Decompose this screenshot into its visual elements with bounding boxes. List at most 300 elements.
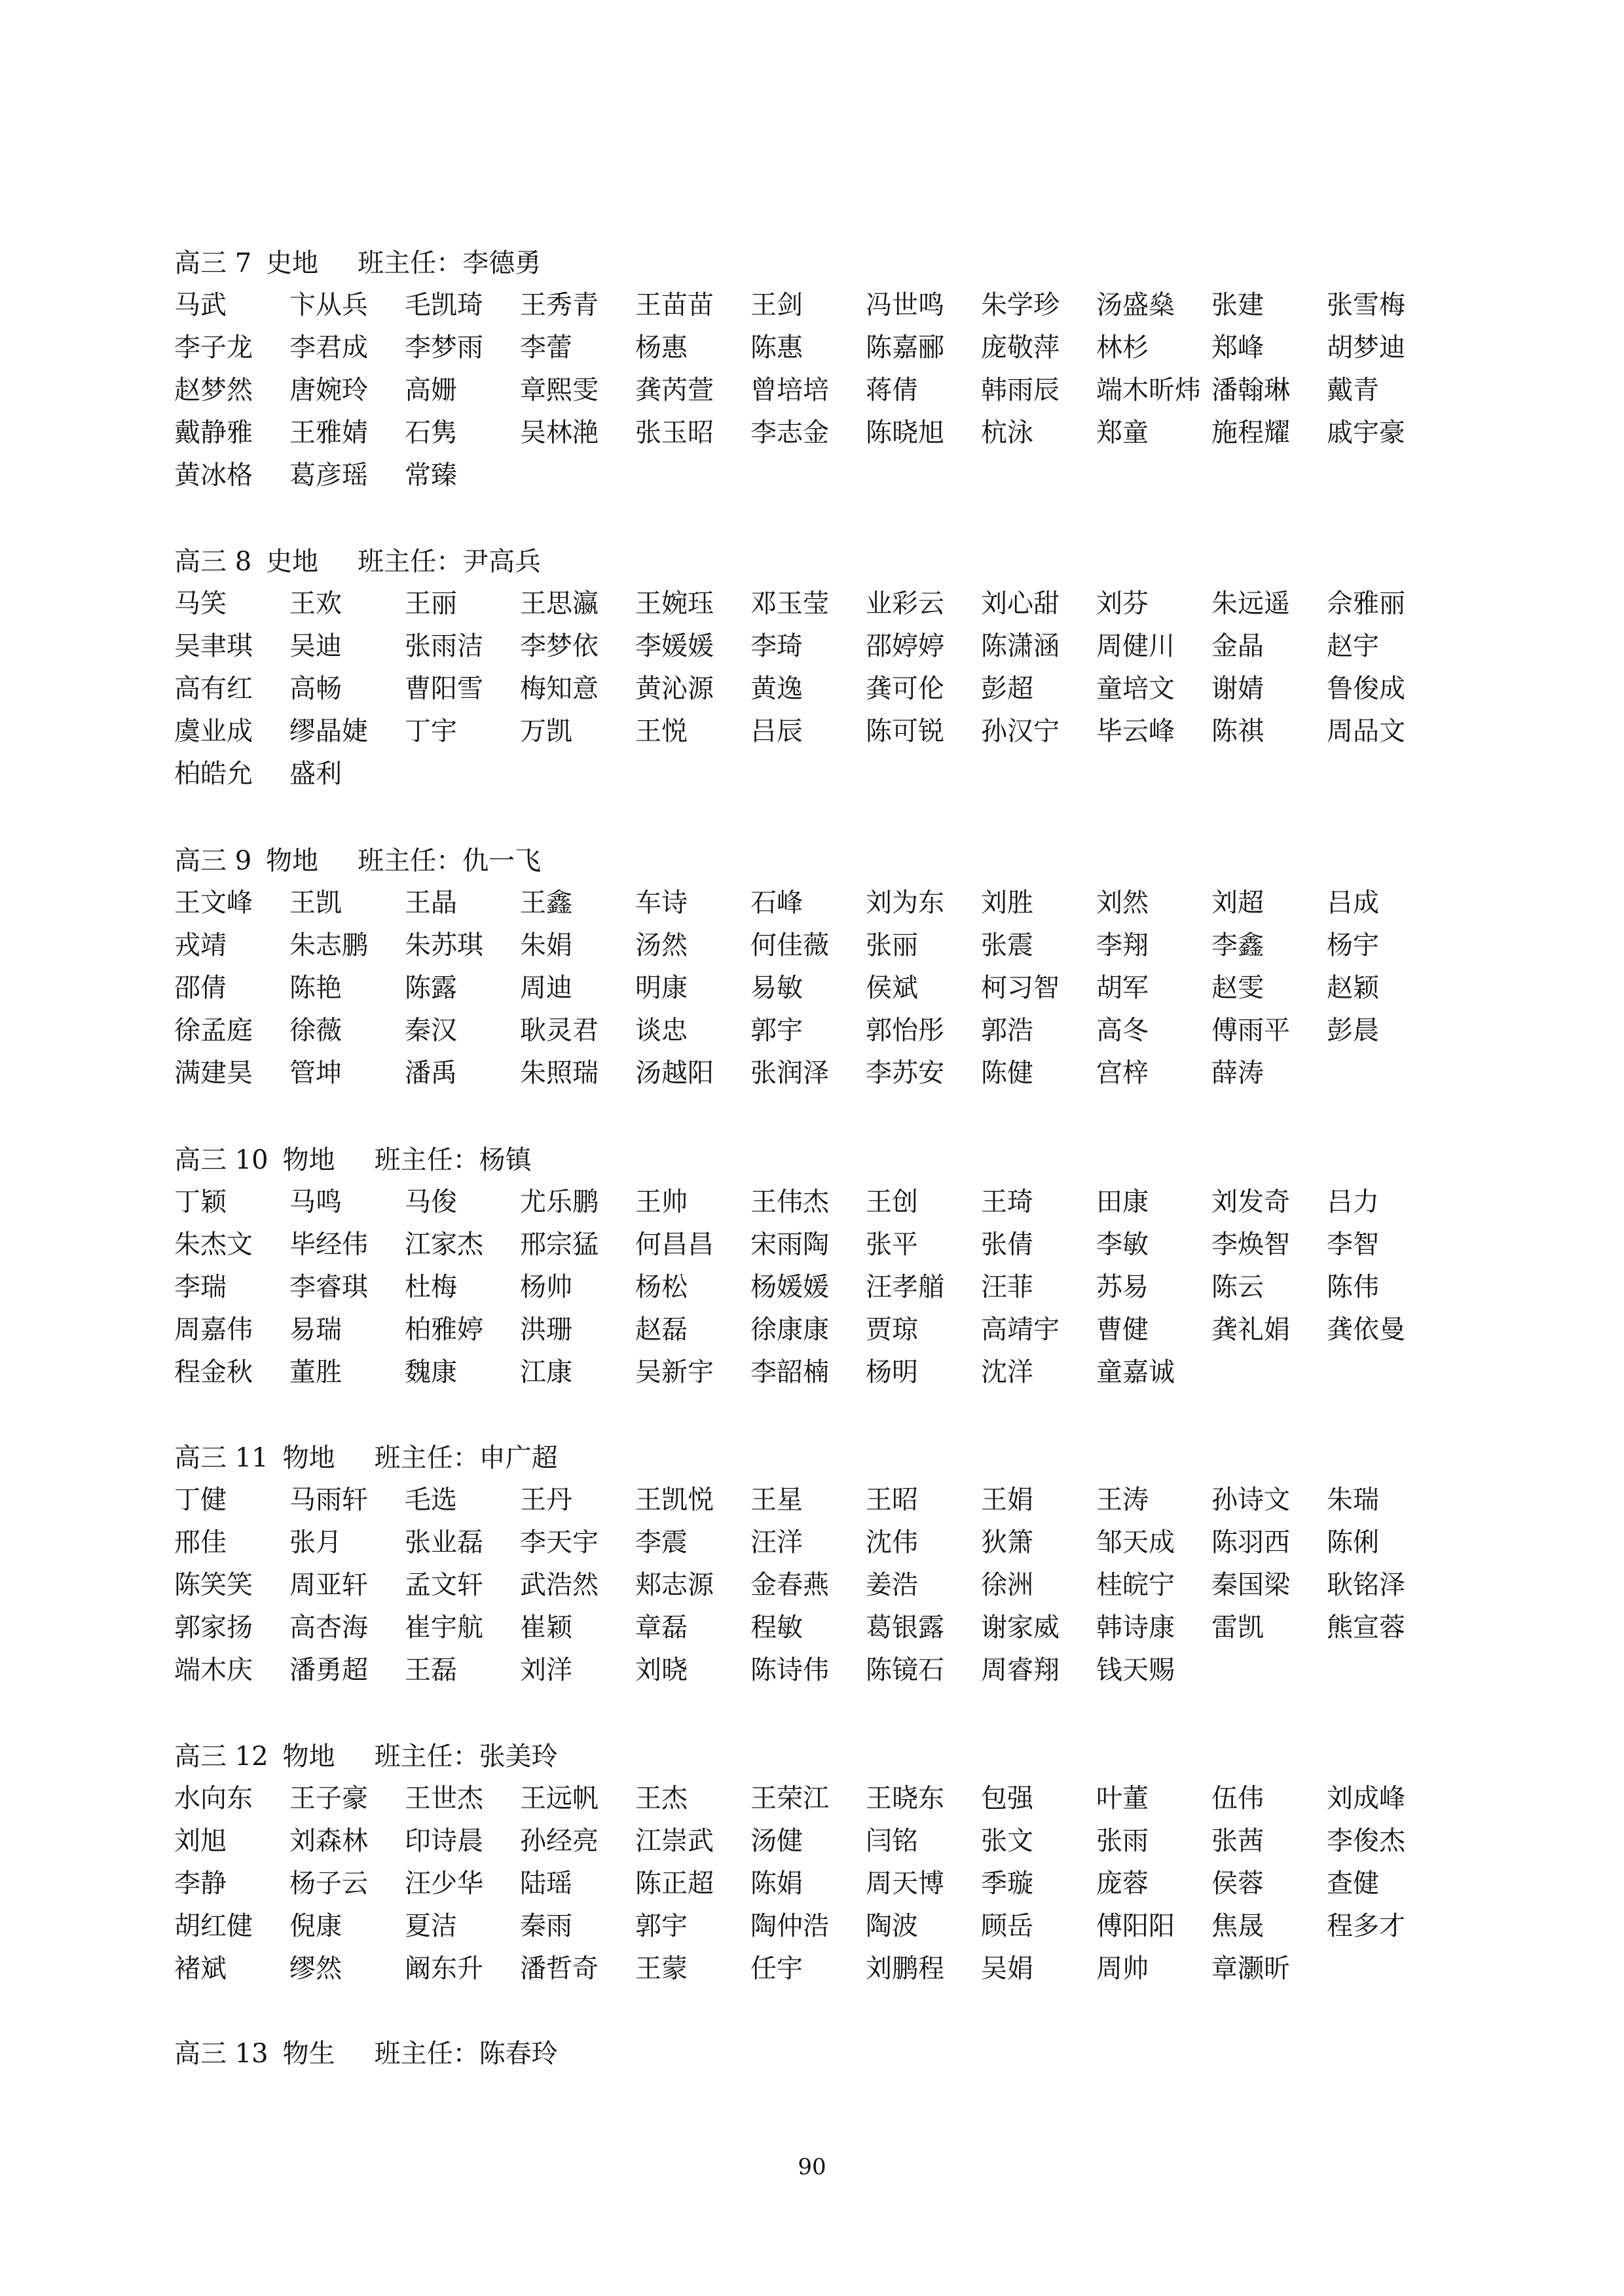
class-subject: 物地 — [282, 1145, 335, 1175]
class-section — [174, 840, 1471, 1095]
student-name: 蒋倩 — [866, 375, 918, 405]
student-name: 朱照瑞 — [520, 1058, 599, 1088]
student-name: 童培文 — [1096, 674, 1175, 704]
student-name: 黄沁源 — [635, 674, 714, 704]
class-section — [174, 541, 1471, 795]
class-subject: 物生 — [282, 2039, 335, 2069]
student-name: 王磊 — [405, 1655, 457, 1685]
student-name: 戎靖 — [174, 930, 227, 960]
teacher-name: 尹高兵 — [462, 547, 542, 577]
student-name: 王婉珏 — [635, 589, 714, 619]
student-name: 王帅 — [635, 1187, 688, 1217]
student-name: 熊宣蓉 — [1327, 1613, 1405, 1643]
class-name: 高三 13 — [174, 2039, 268, 2069]
student-name: 郭家扬 — [174, 1613, 253, 1643]
student-name: 朱志鹏 — [289, 930, 368, 960]
student-name: 徐康康 — [750, 1315, 829, 1345]
student-name: 郭浩 — [981, 1015, 1033, 1046]
student-name: 陈祺 — [1211, 716, 1264, 746]
student-name: 刘然 — [1096, 888, 1149, 918]
student-name: 伍伟 — [1211, 1783, 1264, 1813]
teacher-name: 陈春玲 — [479, 2039, 558, 2069]
class-name: 高三 10 — [174, 1145, 268, 1175]
student-name: 柏皓允 — [174, 759, 253, 789]
student-name: 王丽 — [405, 589, 457, 619]
student-name: 闫铭 — [866, 1826, 918, 1856]
student-name: 虞业成 — [174, 716, 253, 746]
student-name: 赵颖 — [1327, 973, 1379, 1003]
student-name: 夏洁 — [405, 1911, 457, 1941]
student-name: 张建 — [1211, 290, 1264, 320]
student-name: 柯习智 — [981, 973, 1060, 1003]
student-name: 邢佳 — [174, 1527, 227, 1558]
student-name: 宫梓 — [1096, 1058, 1149, 1088]
student-list — [174, 882, 1471, 1095]
student-name: 张丽 — [866, 930, 918, 960]
student-name: 王远帆 — [520, 1783, 599, 1813]
student-name: 丁健 — [174, 1485, 227, 1515]
student-name: 张文 — [981, 1826, 1033, 1856]
class-subject: 物地 — [266, 846, 319, 876]
student-name: 李天宇 — [520, 1527, 599, 1558]
student-name: 杨明 — [866, 1357, 918, 1387]
student-name: 丁宇 — [405, 716, 457, 746]
student-name: 赵宇 — [1327, 631, 1379, 661]
student-name: 高冬 — [1096, 1015, 1149, 1046]
class-section — [174, 1437, 1471, 1692]
student-name: 褚斌 — [174, 1954, 227, 1984]
student-name: 曹健 — [1096, 1315, 1149, 1345]
class-section — [174, 2033, 1471, 2075]
student-name: 黄逸 — [750, 674, 803, 704]
student-name: 李静 — [174, 1868, 227, 1899]
student-name: 潘勇超 — [289, 1655, 368, 1685]
student-name: 吴林滟 — [520, 418, 599, 448]
teacher-label: 班主任： — [358, 846, 463, 876]
student-name: 黄冰格 — [174, 460, 253, 490]
student-name: 杜梅 — [405, 1272, 457, 1302]
student-name: 汪洋 — [750, 1527, 803, 1558]
student-name: 万凯 — [520, 716, 572, 746]
student-name: 周天博 — [866, 1868, 944, 1899]
class-name: 高三 9 — [174, 846, 252, 876]
student-name: 龚礼娟 — [1211, 1315, 1290, 1345]
class-name: 高三 7 — [174, 248, 252, 278]
student-name: 印诗晨 — [405, 1826, 483, 1856]
student-name: 王欢 — [289, 589, 342, 619]
student-name: 王思瀛 — [520, 589, 599, 619]
student-name: 彭晨 — [1327, 1015, 1379, 1046]
student-name: 邵倩 — [174, 973, 227, 1003]
teacher-name: 申广超 — [479, 1443, 558, 1473]
student-name: 卞从兵 — [289, 290, 368, 320]
student-name: 王创 — [866, 1187, 918, 1217]
student-name: 郭宇 — [750, 1015, 803, 1046]
student-name: 李君成 — [289, 333, 368, 363]
student-name: 朱娟 — [520, 930, 572, 960]
student-name: 李敏 — [1096, 1230, 1149, 1260]
student-name: 戴静雅 — [174, 418, 253, 448]
student-name: 汪少华 — [405, 1868, 483, 1899]
student-name: 陈笑笑 — [174, 1570, 253, 1600]
student-name: 侯蓉 — [1211, 1868, 1264, 1899]
student-name: 胡梦迪 — [1327, 333, 1405, 363]
student-name: 陈娟 — [750, 1868, 803, 1899]
student-name: 王娟 — [981, 1485, 1033, 1515]
student-name: 徐薇 — [289, 1015, 342, 1046]
student-name: 王剑 — [750, 290, 803, 320]
student-name: 陈晓旭 — [866, 418, 944, 448]
teacher-name: 李德勇 — [462, 248, 542, 278]
student-name: 李震 — [635, 1527, 688, 1558]
student-name: 郑童 — [1096, 418, 1149, 448]
student-name: 高有红 — [174, 674, 253, 704]
student-name: 毕云峰 — [1096, 716, 1175, 746]
student-name: 程敏 — [750, 1613, 803, 1643]
student-name: 刘森林 — [289, 1826, 368, 1856]
student-name: 马雨轩 — [289, 1485, 368, 1515]
student-name: 孙汉宁 — [981, 716, 1060, 746]
student-name: 李鑫 — [1211, 930, 1264, 960]
student-name: 吕力 — [1327, 1187, 1379, 1217]
class-section — [174, 1139, 1471, 1394]
student-name: 王凯悦 — [635, 1485, 714, 1515]
student-name: 陈镜石 — [866, 1655, 944, 1685]
student-name: 朱杰文 — [174, 1230, 253, 1260]
teacher-label: 班主任： — [358, 547, 463, 577]
student-name: 张雨 — [1096, 1826, 1149, 1856]
student-name: 吴新宇 — [635, 1357, 714, 1387]
class-subject: 物地 — [282, 1741, 335, 1772]
student-name: 葛彦瑶 — [289, 460, 368, 490]
student-name: 王世杰 — [405, 1783, 483, 1813]
student-list — [174, 1479, 1471, 1692]
student-name: 赵梦然 — [174, 375, 253, 405]
teacher-label: 班主任： — [374, 1443, 479, 1473]
student-name: 明康 — [635, 973, 688, 1003]
student-name: 沈伟 — [866, 1527, 918, 1558]
student-name: 端木庆 — [174, 1655, 253, 1685]
student-name: 张雪梅 — [1327, 290, 1405, 320]
student-name: 汪孝艏 — [866, 1272, 944, 1302]
student-name: 马俊 — [405, 1187, 457, 1217]
student-name: 王琦 — [981, 1187, 1033, 1217]
student-name: 张震 — [981, 930, 1033, 960]
student-name: 陶仲浩 — [750, 1911, 829, 1941]
student-name: 汤健 — [750, 1826, 803, 1856]
teacher-label: 班主任： — [374, 1145, 479, 1175]
student-name: 杨松 — [635, 1272, 688, 1302]
student-name: 柏雅婷 — [405, 1315, 483, 1345]
student-list — [174, 284, 1471, 497]
student-name: 江崇武 — [635, 1826, 714, 1856]
student-name: 邓玉莹 — [750, 589, 829, 619]
student-name: 周健川 — [1096, 631, 1175, 661]
student-name: 江康 — [520, 1357, 572, 1387]
teacher-label: 班主任： — [374, 1741, 479, 1772]
student-name: 苏易 — [1096, 1272, 1149, 1302]
student-name: 陈健 — [981, 1058, 1033, 1088]
student-name: 张玉昭 — [635, 418, 714, 448]
student-name: 车诗 — [635, 888, 688, 918]
student-name: 易敏 — [750, 973, 803, 1003]
student-name: 薛涛 — [1211, 1058, 1264, 1088]
student-name: 程多才 — [1327, 1911, 1405, 1941]
student-name: 张倩 — [981, 1230, 1033, 1260]
student-name: 季璇 — [981, 1868, 1033, 1899]
student-name: 李梦依 — [520, 631, 599, 661]
student-name: 高靖宇 — [981, 1315, 1060, 1345]
student-name: 张业磊 — [405, 1527, 483, 1558]
student-name: 陈伟 — [1327, 1272, 1379, 1302]
student-name: 刘成峰 — [1327, 1783, 1405, 1813]
student-name: 陈云 — [1211, 1272, 1264, 1302]
student-name: 施程耀 — [1211, 418, 1290, 448]
student-name: 张平 — [866, 1230, 918, 1260]
student-name: 徐孟庭 — [174, 1015, 253, 1046]
class-header — [174, 2033, 1471, 2075]
student-name: 包强 — [981, 1783, 1033, 1813]
student-name: 陈正超 — [635, 1868, 714, 1899]
student-name: 沈洋 — [981, 1357, 1033, 1387]
student-name: 王子豪 — [289, 1783, 368, 1813]
student-name: 满建昊 — [174, 1058, 253, 1088]
student-name: 戚宇豪 — [1327, 418, 1405, 448]
student-name: 陈嘉郦 — [866, 333, 944, 363]
student-name: 宋雨陶 — [750, 1230, 829, 1260]
student-name: 冯世鸣 — [866, 290, 944, 320]
student-name: 龚可伦 — [866, 674, 944, 704]
student-name: 刘芬 — [1096, 589, 1149, 619]
student-name: 田康 — [1096, 1187, 1149, 1217]
student-name: 王悦 — [635, 716, 688, 746]
student-name: 周睿翔 — [981, 1655, 1060, 1685]
class-header — [174, 1736, 1471, 1777]
student-name: 邵婷婷 — [866, 631, 944, 661]
student-name: 张月 — [289, 1527, 342, 1558]
student-name: 杨子云 — [289, 1868, 368, 1899]
student-name: 何昌昌 — [635, 1230, 714, 1260]
student-name: 董胜 — [289, 1357, 342, 1387]
student-name: 焦晟 — [1211, 1911, 1264, 1941]
student-name: 李睿琪 — [289, 1272, 368, 1302]
student-name: 王鑫 — [520, 888, 572, 918]
student-name: 李翔 — [1096, 930, 1149, 960]
student-name: 刘鹏程 — [866, 1954, 944, 1984]
student-name: 丁颖 — [174, 1187, 227, 1217]
student-name: 周嘉伟 — [174, 1315, 253, 1345]
student-name: 尤乐鹏 — [520, 1187, 599, 1217]
student-name: 朱苏琪 — [405, 930, 483, 960]
student-name: 谢婧 — [1211, 674, 1264, 704]
student-name: 吕辰 — [750, 716, 803, 746]
class-header — [174, 1437, 1471, 1479]
student-name: 龚芮萱 — [635, 375, 714, 405]
student-name: 胡红健 — [174, 1911, 253, 1941]
student-name: 傅雨平 — [1211, 1015, 1290, 1046]
student-name: 刘心甜 — [981, 589, 1060, 619]
student-name: 潘翰琳 — [1211, 375, 1290, 405]
student-name: 唐婉玲 — [289, 375, 368, 405]
student-name: 陈惠 — [750, 333, 803, 363]
student-name: 李子龙 — [174, 333, 253, 363]
student-name: 刘胜 — [981, 888, 1033, 918]
student-name: 石隽 — [405, 418, 457, 448]
student-name: 陈羽西 — [1211, 1527, 1290, 1558]
student-name: 杭泳 — [981, 418, 1033, 448]
student-name: 龚依曼 — [1327, 1315, 1405, 1345]
teacher-name: 张美玲 — [479, 1741, 558, 1772]
student-name: 赵磊 — [635, 1315, 688, 1345]
class-header — [174, 541, 1471, 583]
student-name: 王秀青 — [520, 290, 599, 320]
student-name: 李苏安 — [866, 1058, 944, 1088]
student-name: 王伟杰 — [750, 1187, 829, 1217]
student-name: 彭超 — [981, 674, 1033, 704]
student-name: 顾岳 — [981, 1911, 1033, 1941]
student-name: 王涛 — [1096, 1485, 1149, 1515]
student-name: 王荣江 — [750, 1783, 829, 1813]
student-name: 李蕾 — [520, 333, 572, 363]
student-name: 王杰 — [635, 1783, 688, 1813]
student-name: 王蒙 — [635, 1954, 688, 1984]
class-header — [174, 242, 1471, 284]
student-name: 周帅 — [1096, 1954, 1149, 1984]
student-name: 水向东 — [174, 1783, 253, 1813]
student-name: 毕经伟 — [289, 1230, 368, 1260]
student-name: 雷凯 — [1211, 1613, 1264, 1643]
student-name: 陈露 — [405, 973, 457, 1003]
student-name: 郑峰 — [1211, 333, 1264, 363]
student-name: 陆瑶 — [520, 1868, 572, 1899]
student-name: 任宇 — [750, 1954, 803, 1984]
student-name: 周亚轩 — [289, 1570, 368, 1600]
student-name: 杨媛媛 — [750, 1272, 829, 1302]
student-name: 汪菲 — [981, 1272, 1033, 1302]
student-name: 李梦雨 — [405, 333, 483, 363]
student-name: 李韶楠 — [750, 1357, 829, 1387]
student-name: 张雨洁 — [405, 631, 483, 661]
student-name: 梅知意 — [520, 674, 599, 704]
student-name: 叶董 — [1096, 1783, 1149, 1813]
student-name: 庞敬萍 — [981, 333, 1060, 363]
student-name: 李琦 — [750, 631, 803, 661]
student-name: 戴青 — [1327, 375, 1379, 405]
student-name: 孙经亮 — [520, 1826, 599, 1856]
student-name: 郭怡彤 — [866, 1015, 944, 1046]
student-name: 鲁俊成 — [1327, 674, 1405, 704]
student-name: 曹阳雪 — [405, 674, 483, 704]
student-name: 李媛媛 — [635, 631, 714, 661]
class-name: 高三 12 — [174, 1741, 268, 1772]
class-subject: 物地 — [282, 1443, 335, 1473]
student-name: 林杉 — [1096, 333, 1149, 363]
student-name: 刘晓 — [635, 1655, 688, 1685]
student-name: 朱瑞 — [1327, 1485, 1379, 1515]
class-subject: 史地 — [266, 248, 319, 278]
student-name: 郭宇 — [635, 1911, 688, 1941]
student-name: 金春燕 — [750, 1570, 829, 1600]
student-name: 马笑 — [174, 589, 227, 619]
student-name: 潘哲奇 — [520, 1954, 599, 1984]
student-name: 陈艳 — [289, 973, 342, 1003]
student-name: 李俊杰 — [1327, 1826, 1405, 1856]
student-name: 章熙雯 — [520, 375, 599, 405]
student-name: 金晶 — [1211, 631, 1264, 661]
student-name: 王雅婧 — [289, 418, 368, 448]
student-name: 汤然 — [635, 930, 688, 960]
student-name: 谈忠 — [635, 1015, 688, 1046]
student-name: 谢家威 — [981, 1613, 1060, 1643]
student-name: 侯斌 — [866, 973, 918, 1003]
student-name: 姜浩 — [866, 1570, 918, 1600]
student-name: 郏志源 — [635, 1570, 714, 1600]
student-name: 吕成 — [1327, 888, 1379, 918]
student-name: 曾培培 — [750, 375, 829, 405]
student-name: 杨帅 — [520, 1272, 572, 1302]
student-name: 孙诗文 — [1211, 1485, 1290, 1515]
student-name: 武浩然 — [520, 1570, 599, 1600]
student-name: 韩雨辰 — [981, 375, 1060, 405]
student-name: 盛利 — [289, 759, 342, 789]
student-name: 邹天成 — [1096, 1527, 1175, 1558]
student-name: 查健 — [1327, 1868, 1379, 1899]
student-name: 桂皖宁 — [1096, 1570, 1175, 1600]
class-header — [174, 840, 1471, 882]
student-name: 江家杰 — [405, 1230, 483, 1260]
student-name: 倪康 — [289, 1911, 342, 1941]
student-name: 秦国梁 — [1211, 1570, 1290, 1600]
student-name: 刘为东 — [866, 888, 944, 918]
teacher-label: 班主任： — [358, 248, 463, 278]
student-name: 徐洲 — [981, 1570, 1033, 1600]
student-name: 马武 — [174, 290, 227, 320]
student-name: 周品文 — [1327, 716, 1405, 746]
class-name: 高三 8 — [174, 547, 252, 577]
student-name: 章磊 — [635, 1613, 688, 1643]
student-name: 韩诗康 — [1096, 1613, 1175, 1643]
student-list — [174, 1777, 1471, 1990]
student-name: 傅阳阳 — [1096, 1911, 1175, 1941]
student-name: 李焕智 — [1211, 1230, 1290, 1260]
student-name: 崔宇航 — [405, 1613, 483, 1643]
student-list — [174, 1181, 1471, 1394]
student-name: 缪晶婕 — [289, 716, 368, 746]
student-name: 崔颖 — [520, 1613, 572, 1643]
student-name: 张润泽 — [750, 1058, 829, 1088]
student-name: 李瑞 — [174, 1272, 227, 1302]
student-name: 端木昕炜 — [1096, 375, 1201, 405]
student-name: 高姗 — [405, 375, 457, 405]
student-name: 贾琼 — [866, 1315, 918, 1345]
student-name: 张茜 — [1211, 1826, 1264, 1856]
student-name: 程金秋 — [174, 1357, 253, 1387]
student-name: 刘洋 — [520, 1655, 572, 1685]
student-name: 王晶 — [405, 888, 457, 918]
class-subject: 史地 — [266, 547, 319, 577]
student-name: 石峰 — [750, 888, 803, 918]
page-number: 90 — [798, 2154, 826, 2180]
student-name: 钱天赐 — [1096, 1655, 1175, 1685]
teacher-name: 仇一飞 — [462, 846, 542, 876]
student-name: 杨惠 — [635, 333, 688, 363]
student-name: 刘旭 — [174, 1826, 227, 1856]
student-name: 吴聿琪 — [174, 631, 253, 661]
class-section — [174, 242, 1471, 497]
student-name: 佘雅丽 — [1327, 589, 1405, 619]
student-name: 朱远遥 — [1211, 589, 1290, 619]
student-name: 童嘉诚 — [1096, 1357, 1175, 1387]
